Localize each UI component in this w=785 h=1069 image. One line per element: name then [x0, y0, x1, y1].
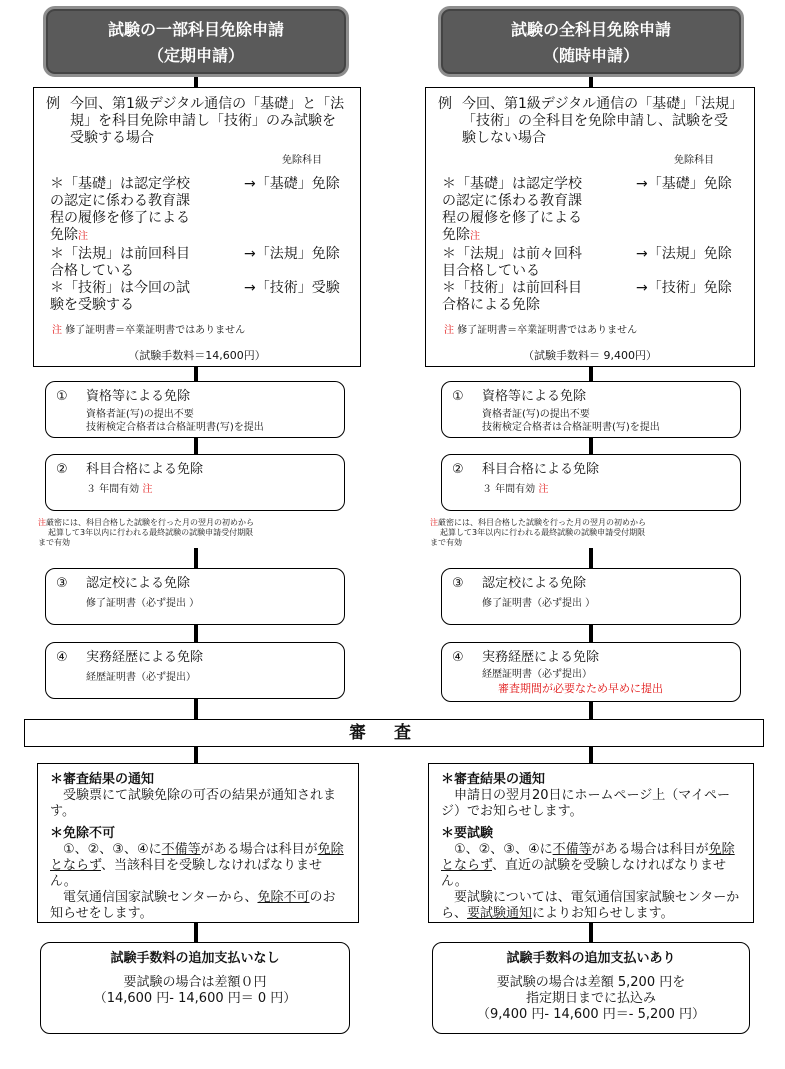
note-mark: 注 — [78, 231, 88, 242]
example-result: →「技術」受験 — [244, 280, 340, 296]
left-result-box — [37, 763, 359, 923]
connector — [589, 923, 593, 942]
right-step-3: ③ 認定校による免除 修了証明書（必ず提出 ） — [441, 568, 741, 625]
right-step-2: ② 科目合格による免除 ３ 年間有効 注 — [441, 454, 741, 511]
step-title: 実務経歴による免除 — [86, 650, 204, 665]
left-header-subtitle: （定期申請） — [147, 46, 244, 65]
connector — [589, 702, 593, 719]
connector — [589, 367, 593, 381]
left-step-4: ④ 実務経歴による免除 経歴証明書（必ず提出） — [45, 642, 345, 699]
right-header-title: 試験の全科目免除申請 — [510, 20, 671, 39]
connector — [194, 747, 198, 763]
final-line: （14,600 円- 14,600 円＝ 0 円） — [93, 991, 297, 1006]
left-example-box — [33, 87, 361, 367]
step-sub: ３ 年間有効 注 — [86, 484, 153, 495]
result-heading: ＊要試験 — [441, 826, 494, 841]
example-intro: 今回、第1級デジタル通信の「基礎」「法規」「技術」の全科目を免除申請し、試験を受験しない場合 — [462, 96, 737, 146]
result-text: 受験票にて試験免除の可否の結果が通知されます。 — [50, 788, 337, 819]
step-title: 認定校による免除 — [482, 576, 587, 591]
right-final-box — [432, 942, 750, 1034]
connector — [194, 923, 198, 942]
example-result: →「法規」免除 — [244, 246, 340, 262]
example-intro: 今回、第1級デジタル通信の「基礎」と「法規」を科目免除申請し「技術」のみ試験を受験する場合 — [70, 96, 345, 146]
right-footnote: 注厳密には、科目合格した試験を行った月の翌月の初めから 起算して3年以内に行われる最終試験の試験申請受付期限 まで有効 — [430, 518, 646, 547]
left-header — [43, 6, 349, 77]
connector — [589, 77, 593, 87]
left-final-box — [40, 942, 350, 1034]
note-mark: 注 — [470, 231, 480, 242]
right-header-subtitle: （随時申請） — [542, 46, 639, 65]
result-text: ①、②、③、④に不備等がある場合は科目が免除とならず、直近の試験を受験しなければなりません。 — [441, 842, 735, 889]
final-line: 要試験の場合は差額０円 — [123, 975, 267, 990]
example-label: 例 — [438, 96, 452, 112]
right-header — [438, 6, 744, 77]
example-item: ＊「基礎」は認定学校の認定に係わる教育課程の履修を修了による免除注 — [442, 176, 582, 243]
left-header-title: 試験の一部科目免除申請 — [107, 20, 284, 39]
right-step-1: ① 資格等による免除 資格者証(写)の提出不要 技術検定合格者は合格証明書(写)を提出 — [441, 381, 741, 438]
example-result: →「基礎」免除 — [636, 176, 732, 192]
step-title: 科目合格による免除 — [482, 462, 600, 477]
step-sub: 資格者証(写)の提出不要 — [86, 409, 194, 420]
left-step-2: ② 科目合格による免除 ３ 年間有効 注 — [45, 454, 345, 511]
result-text: 要試験については、電気通信国家試験センターから、要試験通知によりお知らせします。 — [441, 890, 740, 921]
step-sub: 修了証明書（必ず提出 ） — [482, 598, 596, 609]
step-title: 科目合格による免除 — [86, 462, 204, 477]
result-heading: ＊審査結果の通知 — [50, 772, 155, 787]
left-step-1: ① 資格等による免除 資格者証(写)の提出不要 技術検定合格者は合格証明書(写)を提出 — [45, 381, 345, 438]
example-item: ＊「技術」は今回の試験を受験する — [50, 280, 190, 313]
example-item: ＊「基礎」は認定学校の認定に係わる教育課程の履修を修了による免除注 — [50, 176, 190, 243]
step-title: 認定校による免除 — [86, 576, 191, 591]
connector — [589, 438, 593, 454]
step-sub: 経歴証明書（必ず提出） — [86, 672, 196, 683]
result-heading: ＊審査結果の通知 — [441, 772, 546, 787]
right-step-4: ④ 実務経歴による免除 経歴証明書（必ず提出） 審査期間が必要なため早めに提出 — [441, 642, 741, 702]
right-example-box — [425, 87, 755, 367]
exam-fee: （試験手数料＝14,600円） — [128, 349, 266, 362]
example-label: 例 — [46, 96, 60, 112]
example-result: →「法規」免除 — [636, 246, 732, 262]
connector — [194, 77, 198, 87]
result-text: ①、②、③、④に不備等がある場合は科目が免除とならず、当該科目を受験しなければなりません。 — [50, 842, 344, 889]
step-title: 資格等による免除 — [482, 389, 587, 404]
column-header: 免除科目 — [674, 155, 714, 166]
step-title: 実務経歴による免除 — [482, 650, 600, 665]
exam-fee: （試験手数料＝ 9,400円） — [523, 349, 657, 362]
final-line: （9,400 円- 14,600 円＝- 5,200 円） — [477, 1007, 705, 1022]
connector — [194, 625, 198, 642]
connector — [194, 438, 198, 454]
result-text: 電気通信国家試験センターから、免除不可のお知らせをします。 — [50, 890, 336, 921]
connector — [589, 548, 593, 568]
final-line: 要試験の場合は差額 5,200 円を — [496, 975, 686, 990]
example-item: ＊「法規」は前々回科目合格している — [442, 246, 582, 279]
final-title: 試験手数料の追加支払いあり — [506, 951, 676, 966]
step-sub: 技術検定合格者は合格証明書(写)を提出 — [86, 422, 264, 433]
connector — [589, 747, 593, 763]
column-header: 免除科目 — [282, 155, 322, 166]
review-bar: 審査 — [24, 719, 764, 747]
step-sub: ３ 年間有効 注 — [482, 484, 549, 495]
example-result: →「基礎」免除 — [244, 176, 340, 192]
step-sub: 修了証明書（必ず提出 ） — [86, 598, 200, 609]
final-line: 指定期日までに払込み — [525, 991, 656, 1006]
step-title: 資格等による免除 — [86, 389, 191, 404]
result-heading: ＊免除不可 — [50, 826, 116, 841]
example-item: ＊「法規」は前回科目合格している — [50, 246, 190, 279]
example-item: ＊「技術」は前回科目合格による免除 — [442, 280, 582, 313]
example-result: →「技術」免除 — [636, 280, 732, 296]
connector — [194, 548, 198, 568]
step-sub: 資格者証(写)の提出不要 — [482, 409, 590, 420]
step-sub: 経歴証明書（必ず提出） — [482, 669, 592, 680]
example-note: 注 修了証明書＝卒業証明書ではありません — [52, 325, 246, 336]
result-text: 申請日の翌月20日にホームページ上（マイページ）でお知らせします。 — [441, 788, 731, 819]
connector — [194, 699, 198, 719]
right-result-box — [428, 763, 754, 923]
left-step-3: ③ 認定校による免除 修了証明書（必ず提出 ） — [45, 568, 345, 625]
connector — [589, 625, 593, 642]
connector — [194, 367, 198, 381]
final-title: 試験手数料の追加支払いなし — [110, 951, 280, 966]
step-sub: 技術検定合格者は合格証明書(写)を提出 — [482, 422, 660, 433]
step-warning: 審査期間が必要なため早めに提出 — [498, 682, 663, 695]
left-footnote: 注厳密には、科目合格した試験を行った月の翌月の初めから 起算して3年以内に行われる最終試験の試験申請受付期限 まで有効 — [38, 518, 254, 547]
example-note: 注 修了証明書＝卒業証明書ではありません — [444, 325, 638, 336]
